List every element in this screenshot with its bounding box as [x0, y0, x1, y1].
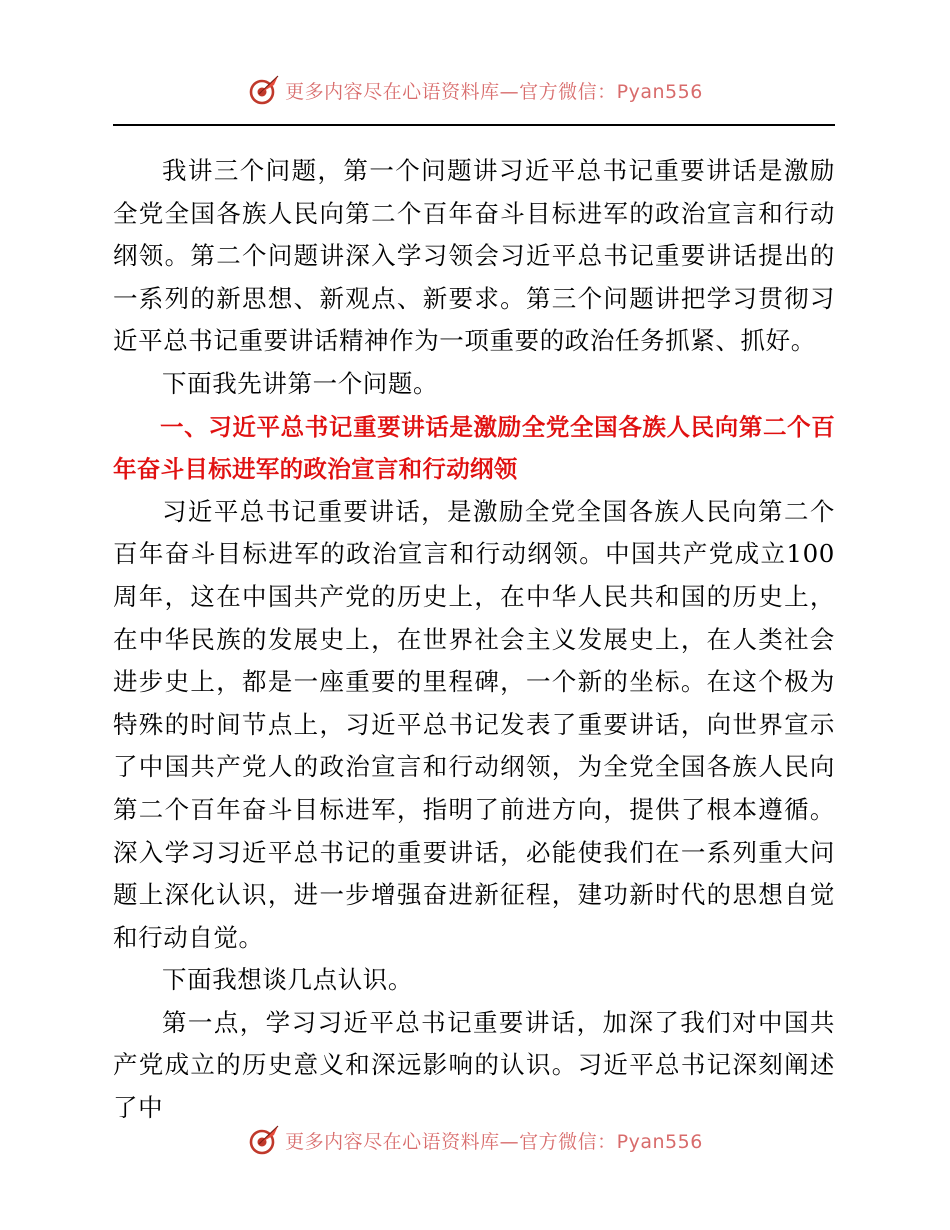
- quill-pen-logo-icon: [247, 1123, 281, 1157]
- paragraph-section-1-body: 习近平总书记重要讲话，是激励全党全国各族人民向第二个百年奋斗目标进军的政治宣言和行动纲领。中国共产党成立100周年，这在中国共产党的历史上，在中华人民共和国的历史上，在中华民族的发展史上，在世界社会主义发展史上，在人类社会进步史上，都是一座重要的里程碑，一个新的坐标。在这个极为特殊的时间节点上，习近平总书记发表了重要讲话，向世界宣示了中国共产党人的政治宣言和行动纲领，为全党全国各族人民向第二个百年奋斗目标进军，指明了前进方向，提供了根本遵循。深入学习习近平总书记的重要讲话，必能使我们在一系列重大问题上深化认识，进一步增强奋进新征程，建功新时代的思想自觉和行动自觉。: [113, 496, 835, 952]
- document-body: [113, 150, 835, 1130]
- header-divider: [113, 124, 835, 126]
- paragraph-transition-1: 下面我先讲第一个问题。: [162, 368, 439, 398]
- paragraph-point-1: 第一点，学习习近平总书记重要讲话，加深了我们对中国共产党成立的历史意义和深远影响的认识。习近平总书记深刻阐述了中: [113, 1007, 835, 1123]
- header-banner: [0, 70, 950, 110]
- footer-banner: [0, 1120, 950, 1160]
- section-heading-1: 一、习近平总书记重要讲话是激励全党全国各族人民向第二个百年奋斗目标进军的政治宣言和行动纲领: [113, 412, 835, 484]
- footer-banner-text: 更多内容尽在心语资料库—官方微信：Pyan556: [285, 1130, 703, 1153]
- paragraph-transition-2: 下面我想谈几点认识。: [162, 965, 413, 995]
- header-banner-text: 更多内容尽在心语资料库—官方微信：Pyan556: [285, 80, 703, 103]
- quill-pen-logo-icon: [247, 73, 281, 107]
- paragraph-intro: 我讲三个问题，第一个问题讲习近平总书记重要讲话是激励全党全国各族人民向第二个百年奋斗目标进军的政治宣言和行动纲领。第二个问题讲深入学习领会习近平总书记重要讲话提出的一系列的新思想、新观点、新要求。第三个问题讲把学习贯彻习近平总书记重要讲话精神作为一项重要的政治任务抓紧、抓好。: [113, 156, 835, 356]
